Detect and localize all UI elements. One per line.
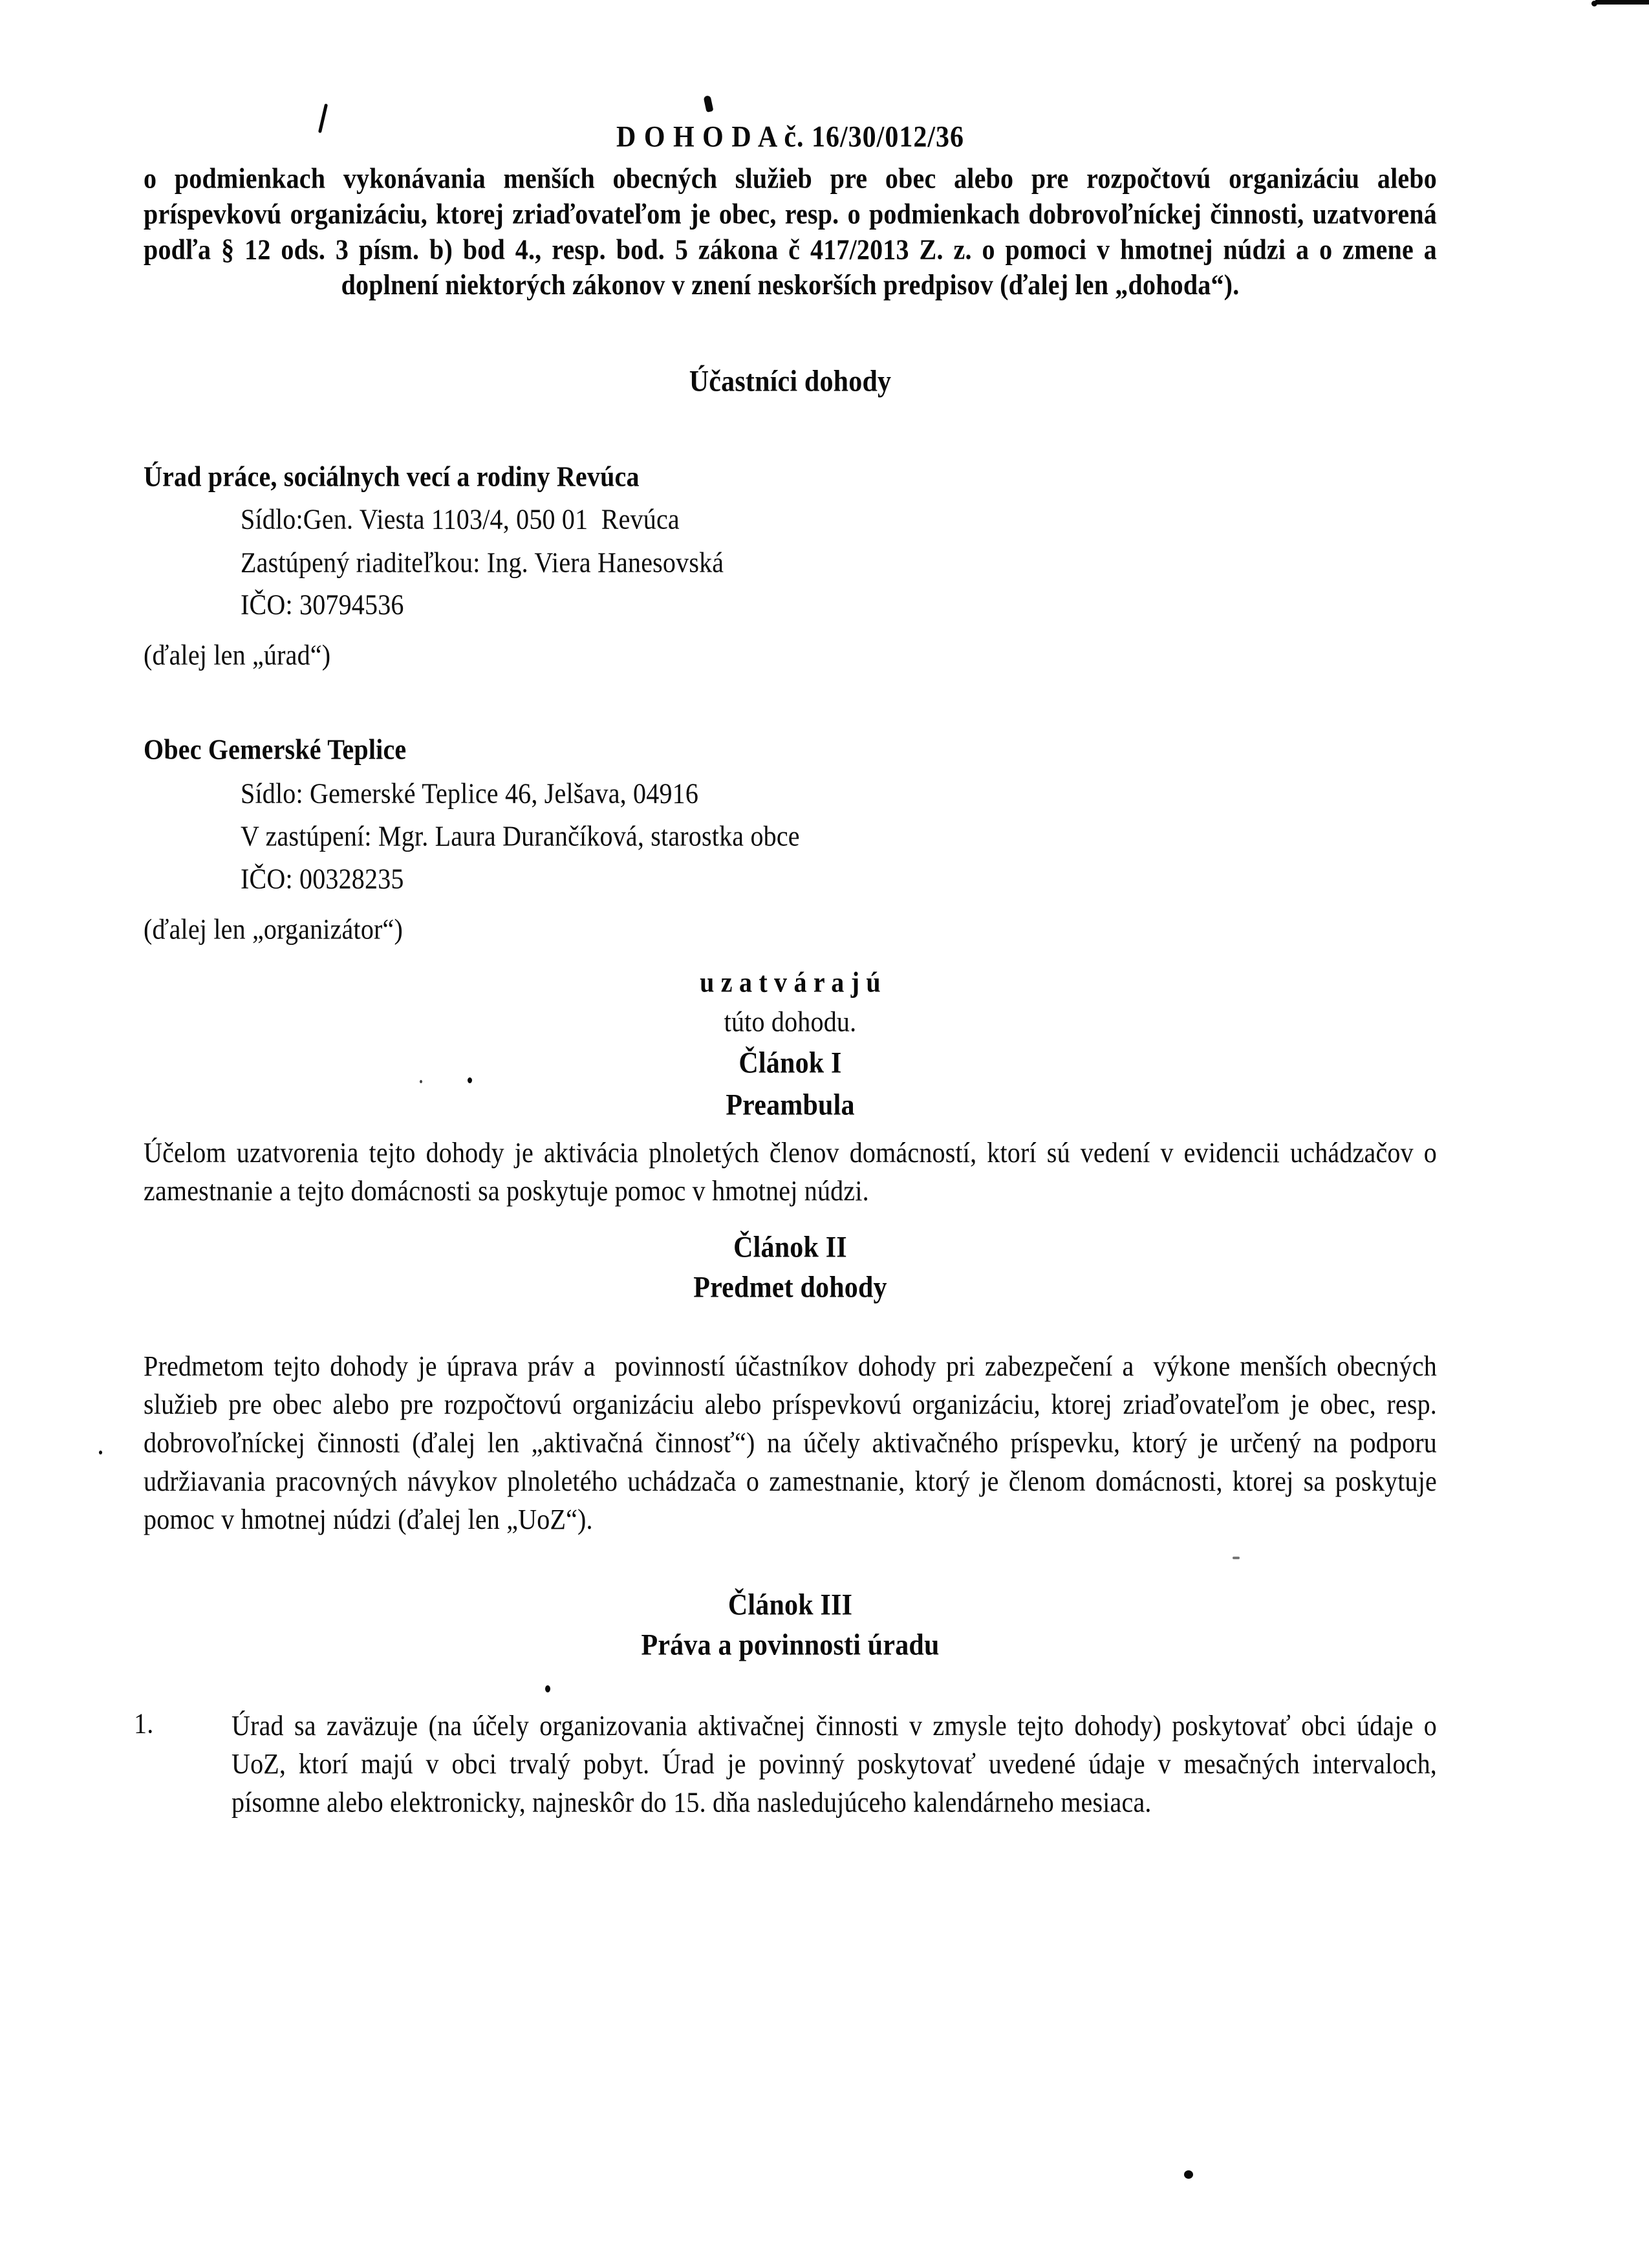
ink-dot [1184,2170,1193,2179]
party-2-representative: V zastúpení: Mgr. Laura Durančíková, starostka obce [241,819,800,852]
party-1-address: Sídlo:Gen. Viesta 1103/4, 050 01 Revúca [241,502,680,535]
party-1-ico: IČO: 30794536 [241,588,404,621]
article-2-title: Predmet dohody [693,1271,887,1304]
document-title: D O H O D A č. 16/30/012/36 [616,120,964,154]
scanner-edge-bar [1595,0,1649,5]
article-1-body: Účelom uzatvorenia tejto dohody je aktivácia plnoletých členov domácností, ktorí sú vedení v evidencii uchádzačov o zamestnanie a tejto domácnosti sa poskytuje pomoc v hmotnej núdzi. [144,1136,1444,1207]
ink-speck [545,1685,550,1692]
party-2-ico: IČO: 00328235 [241,862,404,895]
article-1-number: Článok I [738,1046,842,1080]
article-1-title: Preambula [726,1088,855,1122]
party-2-name: Obec Gemerské Teplice [144,733,407,766]
ink-apostrophe-mark [704,95,714,113]
article-3-title: Práva a povinnosti úradu [641,1628,940,1662]
article-3-number: Článok III [727,1588,853,1622]
article-3-item-1-text: Úrad sa zaväzuje (na účely organizovania aktivačnej činnosti v zmysle tejto dohody) poskytovať obci údaje o UoZ, ktorí majú v obci trvalý pobyt. Úrad je povinný poskytovať uvedené údaje v mesačných intervaloch, písomne alebo elektronicky, najneskôr do 15. dňa nasledujúceho kalendárneho mesiaca. [232,1709,1444,1819]
scanner-edge-bar-tip [1591,1,1597,6]
article-2-number: Článok II [733,1231,847,1264]
document-subtitle: o podmienkach vykonávania menších obecných služieb pre obec alebo pre rozpočtovú organizáciu alebo príspevkovú organizáciu, ktorej zriaďovateľom je obec, resp. o podmienkach dobrovoľníckej činnosti, uzatvorená podľa § 12 ods. 3 písm. b) bod 4., resp. bod. 5 zákona č 417/2013 Z. z. o pomoci v hmotnej núdzi a o zmene a doplnení niektorých zákonov v znení neskorších predpisov (ďalej len „dohoda“). [144,162,1444,301]
party-2-alias: (ďalej len „organizátor“) [144,913,404,945]
party-2-address: Sídlo: Gemerské Teplice 46, Jelšava, 04916 [241,777,699,810]
party-1-representative: Zastúpený riaditeľkou: Ing. Viera Hanesovská [241,546,724,579]
ink-speck [1233,1557,1240,1559]
article-2-body: Predmetom tejto dohody je úprava práv a povinností účastníkov dohody pri zabezpečení a výkone menších obecných služieb pre obec alebo pre rozpočtovú organizáciu alebo príspevkovú organizáciu, ktorej zriaďovateľom je obec, resp. dobrovoľníckej činnosti (ďalej len „aktivačná činnosť“) na účely aktivačného príspevku, ktorý je určený na podporu udržiavania pracovných návykov plnoletého uchádzača o zamestnanie, ktorý je členom domácnosti, ktorej sa poskytuje pomoc v hmotnej núdzi (ďalej len „UoZ“). [144,1349,1444,1536]
article-3-item-1-number: 1. [134,1707,154,1740]
party-1-alias: (ďalej len „úrad“) [144,638,331,671]
conclusion-line-2: túto dohodu. [724,1005,857,1038]
party-1-name: Úrad práce, sociálnych vecí a rodiny Revúca [144,460,640,493]
participants-heading: Účastníci dohody [689,365,892,398]
ink-speck [99,1451,102,1454]
conclusion-line-1: u z a t v á r a j ú [700,966,881,999]
